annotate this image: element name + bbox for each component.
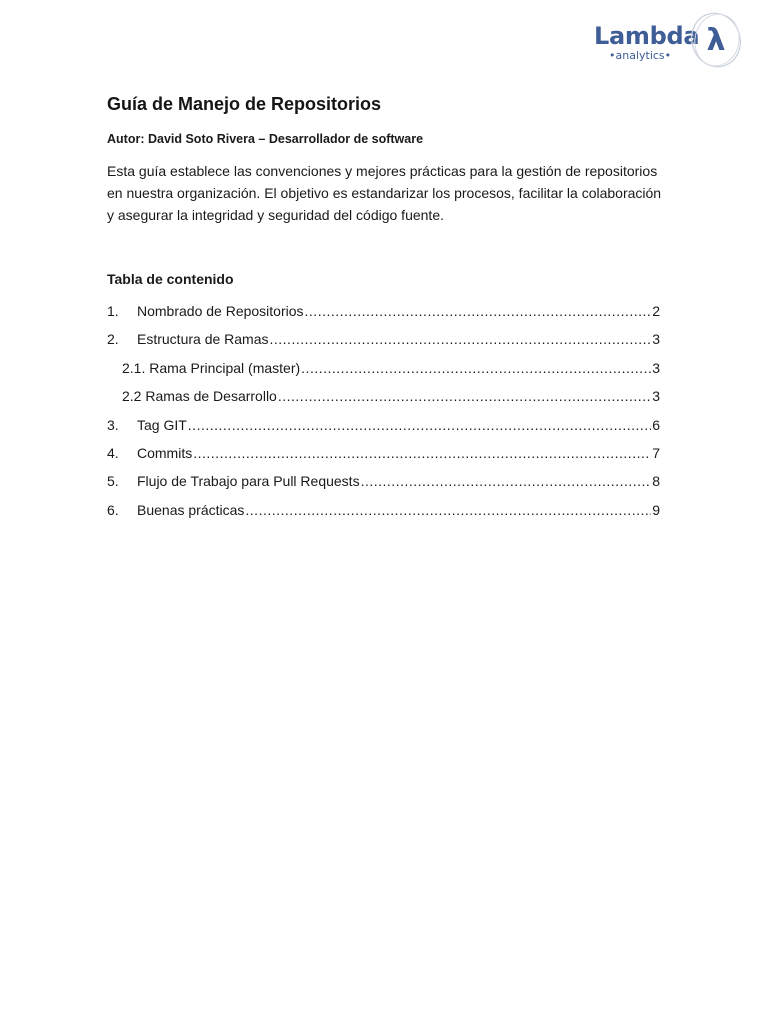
toc-page-number: 3 bbox=[652, 359, 660, 376]
toc-entry-number: 3. bbox=[107, 416, 119, 433]
toc-entry[interactable] bbox=[107, 358, 660, 386]
logo-symbol-text: λ bbox=[706, 23, 726, 58]
toc-heading: Tabla de contenido bbox=[107, 271, 234, 287]
toc-page-number: 3 bbox=[652, 331, 660, 348]
lambda-symbol-icon bbox=[686, 10, 746, 70]
toc-entry[interactable] bbox=[107, 386, 660, 414]
toc-entry[interactable] bbox=[107, 443, 660, 471]
table-of-contents bbox=[107, 301, 660, 528]
toc-entry[interactable] bbox=[107, 301, 660, 329]
toc-entry-number: 1. bbox=[107, 303, 119, 319]
page-title: Guía de Manejo de Repositorios bbox=[107, 94, 382, 114]
toc-entry-number: 6. bbox=[107, 501, 119, 518]
toc-entry-label[interactable]: Tag GIT bbox=[137, 416, 187, 433]
toc-entry-label[interactable]: Flujo de Trabajo para Pull Requests bbox=[137, 473, 360, 490]
toc-entry-label[interactable]: Nombrado de Repositorios bbox=[137, 303, 304, 319]
toc-page-number: 7 bbox=[652, 444, 660, 461]
toc-page-number: 8 bbox=[652, 473, 660, 490]
company-logo bbox=[594, 10, 746, 70]
toc-entry[interactable] bbox=[107, 415, 660, 443]
toc-dot-leader bbox=[270, 329, 652, 349]
toc-dot-leader bbox=[278, 386, 651, 406]
toc-page-number: 3 bbox=[652, 388, 660, 405]
logo-tagline: •analytics• bbox=[609, 49, 672, 62]
toc-page-number: 2 bbox=[652, 303, 660, 319]
toc-page-number: 9 bbox=[652, 501, 660, 518]
toc-entry-label[interactable]: 2.1. Rama Principal (master) bbox=[122, 359, 301, 376]
toc-entry[interactable] bbox=[107, 329, 660, 357]
intro-paragraph: Esta guía establece las convenciones y mejores prácticas para la gestión de repositorios en nuestra organización. El objetivo es estandarizar los procesos, facilitar la colaboración y asegurar la integridad y seguridad del código fuente. bbox=[107, 163, 662, 223]
toc-dot-leader bbox=[361, 471, 652, 491]
toc-dot-leader bbox=[193, 443, 651, 463]
toc-dot-leader bbox=[245, 500, 651, 520]
toc-entry-number: 5. bbox=[107, 473, 119, 490]
toc-page-number: 6 bbox=[652, 416, 660, 433]
logo-wordmark: Lambda bbox=[594, 22, 700, 50]
toc-entry-label[interactable]: Commits bbox=[137, 444, 193, 461]
toc-dot-leader bbox=[305, 301, 652, 321]
toc-entry-number: 2. bbox=[107, 331, 119, 348]
toc-entry-label[interactable]: Estructura de Ramas bbox=[137, 331, 269, 348]
toc-dot-leader bbox=[188, 415, 651, 435]
toc-entry-label[interactable]: 2.2 Ramas de Desarrollo bbox=[122, 388, 277, 405]
author-line: Autor: David Soto Rivera – Desarrollador de software bbox=[107, 132, 424, 146]
toc-entry-label[interactable]: Buenas prácticas bbox=[137, 501, 245, 518]
toc-dot-leader bbox=[301, 358, 651, 378]
toc-entry[interactable] bbox=[107, 500, 660, 528]
toc-entry[interactable] bbox=[107, 471, 660, 499]
toc-entry-number: 4. bbox=[107, 444, 119, 461]
